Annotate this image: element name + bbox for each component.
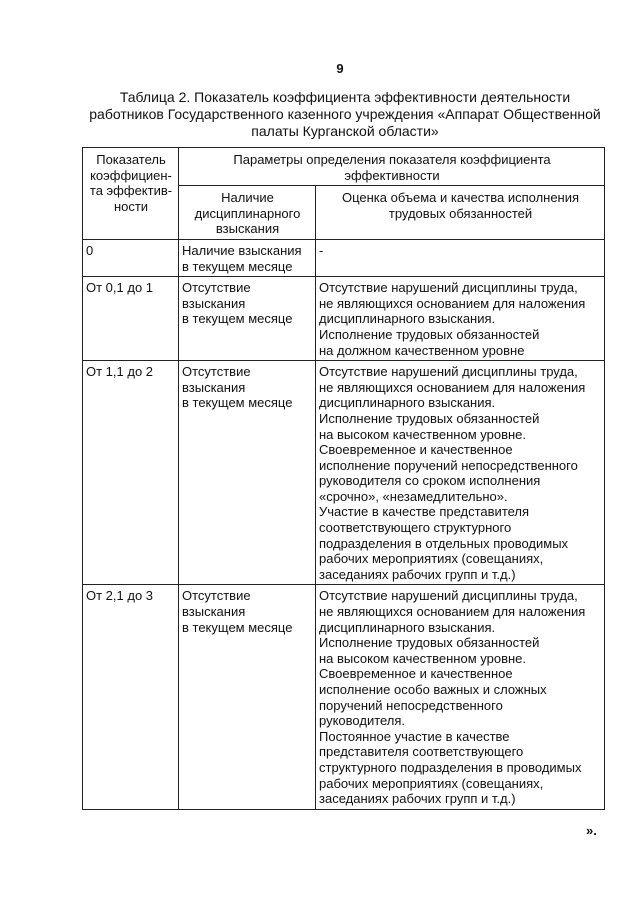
text-line: взыскания [215,221,280,237]
text-line: рабочих мероприятиях (совещаниях, [319,775,544,791]
text-line: Исполнение трудовых обязанностей [319,410,540,426]
text-line: не являющихся основанием для наложения [319,604,586,620]
text-line: Отсутствие [182,280,251,296]
table-row [83,239,605,276]
text-line: Участие в качестве представителя [319,504,530,520]
text-line: структурного подразделения в проводимых [319,759,582,775]
cell-indicator: От 0,1 до 1 [83,277,179,361]
text-line: Показатель [96,152,166,167]
text-line: на высоком качественном уровне. [319,426,527,442]
text-line: Отсутствие нарушений дисциплины труда, [319,588,578,604]
header-quality [316,186,605,240]
table-row [83,585,605,809]
text-line: исполнение поручений непосредственного [319,457,578,473]
cell-quality [316,361,605,585]
text-line: на высоком качественном уровне. [319,650,527,666]
text-line: исполнение особо важных и сложных [319,682,547,697]
table-row [83,361,605,585]
text-line: взыскания [182,379,246,395]
text-line: не являющихся основанием для наложения [319,295,586,311]
text-line: Отсутствие [182,364,251,380]
text-line: заседаниях рабочих групп и т.д.) [319,566,516,582]
header-indicator [83,148,179,240]
text-line: Наличие [221,190,274,206]
text-line: коэффициен- [90,167,172,183]
header-discipline [179,186,316,240]
page-number: 9 [336,61,344,76]
text-line: - [319,242,324,258]
text-line: не являющихся основанием для наложения [319,379,586,395]
text-line: дисциплинарного взыскания. [319,311,496,327]
table-caption [80,89,610,140]
text-line: в текущем месяце [182,311,293,327]
cell-quality [316,585,605,809]
text-line: подразделения в отдельных проводимых [319,535,569,551]
cell-discipline [179,277,316,361]
text-line: ности [113,198,149,214]
text-line: в текущем месяце [182,258,293,274]
text-line: «срочно», «незамедлительно». [319,488,508,504]
cell-discipline [179,585,316,809]
closing-mark: ». [586,823,597,838]
table-row [83,277,605,361]
text-line: в текущем месяце [182,619,293,635]
cell-discipline [179,361,316,585]
text-line: Постоянное участие в качестве [319,728,510,744]
text-line: Отсутствие нарушений дисциплины труда, [319,280,578,296]
header-params [179,148,605,186]
cell-indicator: От 1,1 до 2 [83,361,179,585]
cell-indicator: 0 [83,239,179,276]
caption-line: палаты Курганской области» [251,123,439,139]
cell-indicator: От 2,1 до 3 [83,585,179,809]
text-line: Оценка объема и качества исполнения [341,190,580,206]
cell-quality [316,239,605,276]
text-line: взыскания [182,604,246,620]
text-line: заседаниях рабочих групп и т.д.) [319,791,516,807]
text-line: Своевременное и качественное [319,442,513,458]
text-line: трудовых обязанностей [388,205,533,221]
text-line: руководителя со сроком исполнения [319,473,541,489]
cell-discipline [179,239,316,276]
text-line: эффективности [344,167,440,183]
text-line: на должном качественном уровне [319,342,525,358]
efficiency-table [82,147,605,810]
text-line: Своевременное и качественное [319,666,513,682]
text-line: Исполнение трудовых обязанностей [319,326,540,342]
caption-line: работников Государственного казенного учреждения «Аппарат Общественной [89,106,601,122]
text-line: соответствующего структурного [319,520,512,536]
cell-quality [316,277,605,361]
text-line: дисциплинарного [194,205,301,221]
text-line: дисциплинарного взыскания. [319,395,496,411]
caption-line: Таблица 2. Показатель коэффициента эффективности деятельности [119,89,571,105]
text-line: Наличие взыскания [182,242,302,258]
text-line: та эффектив- [89,183,173,199]
text-line: взыскания [182,295,246,311]
text-line: Исполнение трудовых обязанностей [319,635,540,651]
text-line: рабочих мероприятиях (совещаниях, [319,551,544,567]
text-line: руководителя. [319,713,406,729]
text-line: Параметры определения показателя коэффициента [233,152,551,167]
text-line: представителя соответствующего [319,744,524,760]
text-line: в текущем месяце [182,395,293,411]
text-line: Отсутствие нарушений дисциплины труда, [319,364,578,380]
table-header-row [83,148,605,186]
text-line: Отсутствие [182,588,251,604]
text-line: поручений непосредственного [319,697,503,713]
text-line: дисциплинарного взыскания. [319,619,496,635]
